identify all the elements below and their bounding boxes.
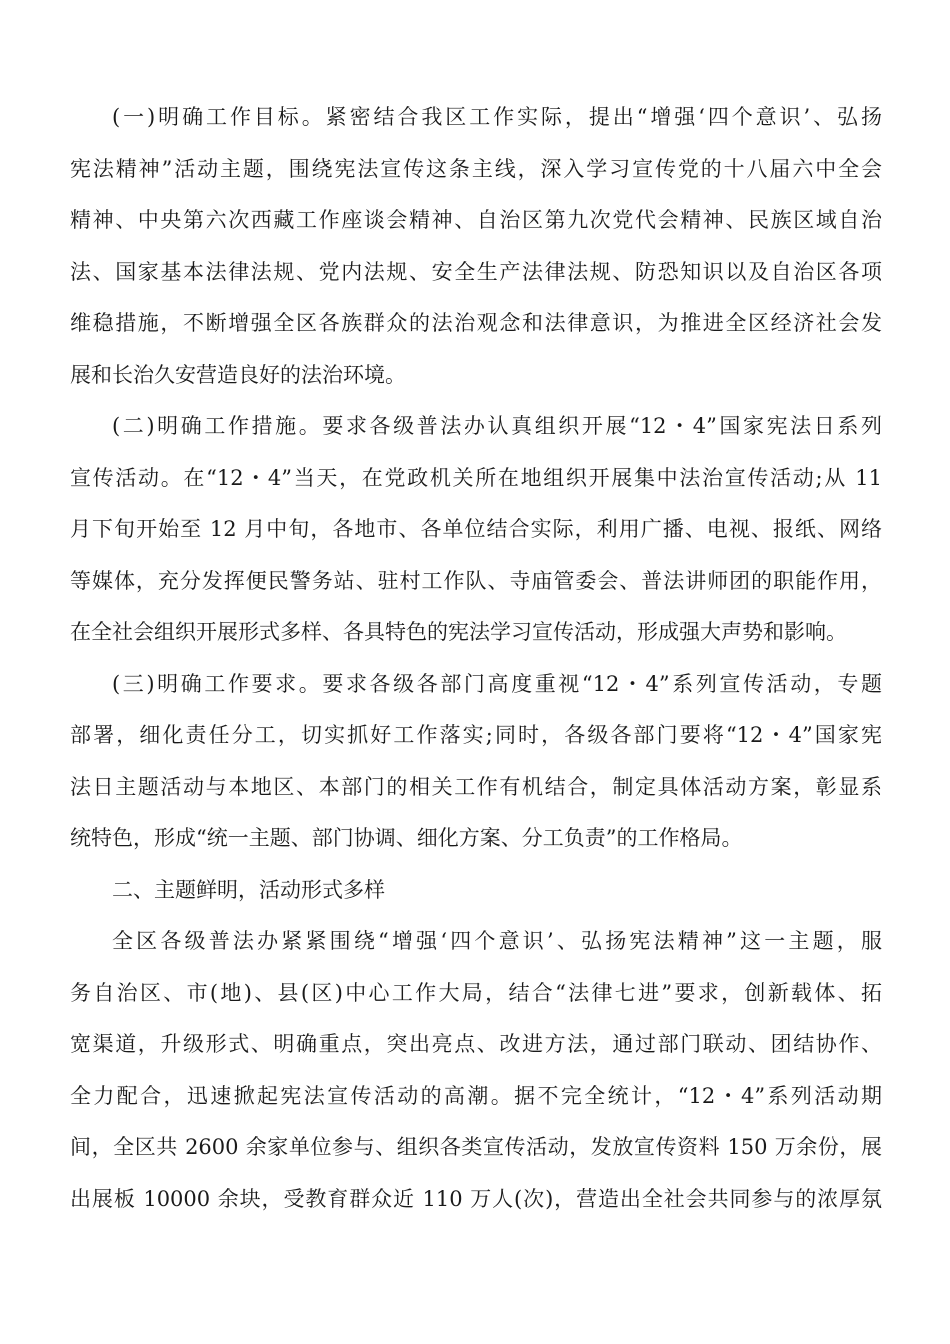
- section-heading: 二、主题鲜明，活动形式多样: [112, 877, 385, 902]
- paragraph-4-line-3: 宽渠道，升级形式、明确重点，突出亮点、改进方法，通过部门联动、团结协作、: [70, 1032, 882, 1056]
- paragraph-3-line-3: 法日主题活动与本地区、本部门的相关工作有机结合，制定具体活动方案，彰显系: [70, 774, 882, 799]
- document-body: [70, 92, 882, 1225]
- paragraph-2-line-3: 月下旬开始至 12 月中旬，各地市、各单位结合实际，利用广播、电视、报纸、网络: [70, 517, 882, 541]
- paragraph-1-line-4: 法、国家基本法律法规、党内法规、安全生产法律法规、防恐知识以及自治区各项: [70, 259, 882, 284]
- paragraph-2-line-1: (二)明确工作措施。要求各级普法办认真组织开展“12・4”国家宪法日系列: [112, 414, 882, 438]
- paragraph-4-line-5: 间，全区共 2600 余家单位参与、组织各类宣传活动，发放宣传资料 150 万余份，展: [70, 1135, 882, 1159]
- paragraph-3-line-4: 统特色，形成“统一主题、部门协调、细化方案、分工负责”的工作格局。: [70, 826, 743, 850]
- paragraph-3-line-2: 部署，细化责任分工，切实抓好工作落实;同时，各级各部门要将“12・4”国家宪: [70, 723, 882, 747]
- paragraph-1-line-2: 宪法精神”活动主题，围绕宪法宣传这条主线，深入学习宣传党的十八届六中全会: [70, 156, 882, 181]
- paragraph-4-line-4: 全力配合，迅速掀起宪法宣传活动的高潮。据不完全统计，“12・4”系列活动期: [70, 1083, 882, 1108]
- paragraph-2-line-4: 等媒体，充分发挥便民警务站、驻村工作队、寺庙管委会、普法讲师团的职能作用，: [70, 568, 882, 593]
- paragraph-1-line-5: 维稳措施，不断增强全区各族群众的法治观念和法律意识，为推进全区经济社会发: [70, 311, 882, 335]
- paragraph-4-line-2: 务自治区、市(地)、县(区)中心工作大局，结合“法律七进”要求，创新载体、拓: [70, 980, 882, 1005]
- paragraph-4-line-1: 全区各级普法办紧紧围绕“增强‘四个意识’、弘扬宪法精神”这一主题，服: [112, 929, 882, 953]
- paragraph-2-line-2: 宣传活动。在“12・4”当天，在党政机关所在地组织开展集中法治宣传活动;从 11: [70, 465, 882, 490]
- paragraph-3-line-1: (三)明确工作要求。要求各级各部门高度重视“12・4”系列宣传活动，专题: [112, 671, 882, 696]
- paragraph-2-line-5: 在全社会组织开展形式多样、各具特色的宪法学习宣传活动，形成强大声势和影响。: [70, 620, 847, 644]
- paragraph-4-line-6: 出展板 10000 余块，受教育群众近 110 万人(次)，营造出全社会共同参与的浓厚氛: [70, 1186, 882, 1211]
- paragraph-1-line-1: (一)明确工作目标。紧密结合我区工作实际，提出“增强‘四个意识’、弘扬: [112, 105, 882, 129]
- paragraph-1-line-6: 展和长治久安营造良好的法治环境。: [70, 362, 406, 387]
- paragraph-1-line-3: 精神、中央第六次西藏工作座谈会精神、自治区第九次党代会精神、民族区域自治: [70, 208, 882, 232]
